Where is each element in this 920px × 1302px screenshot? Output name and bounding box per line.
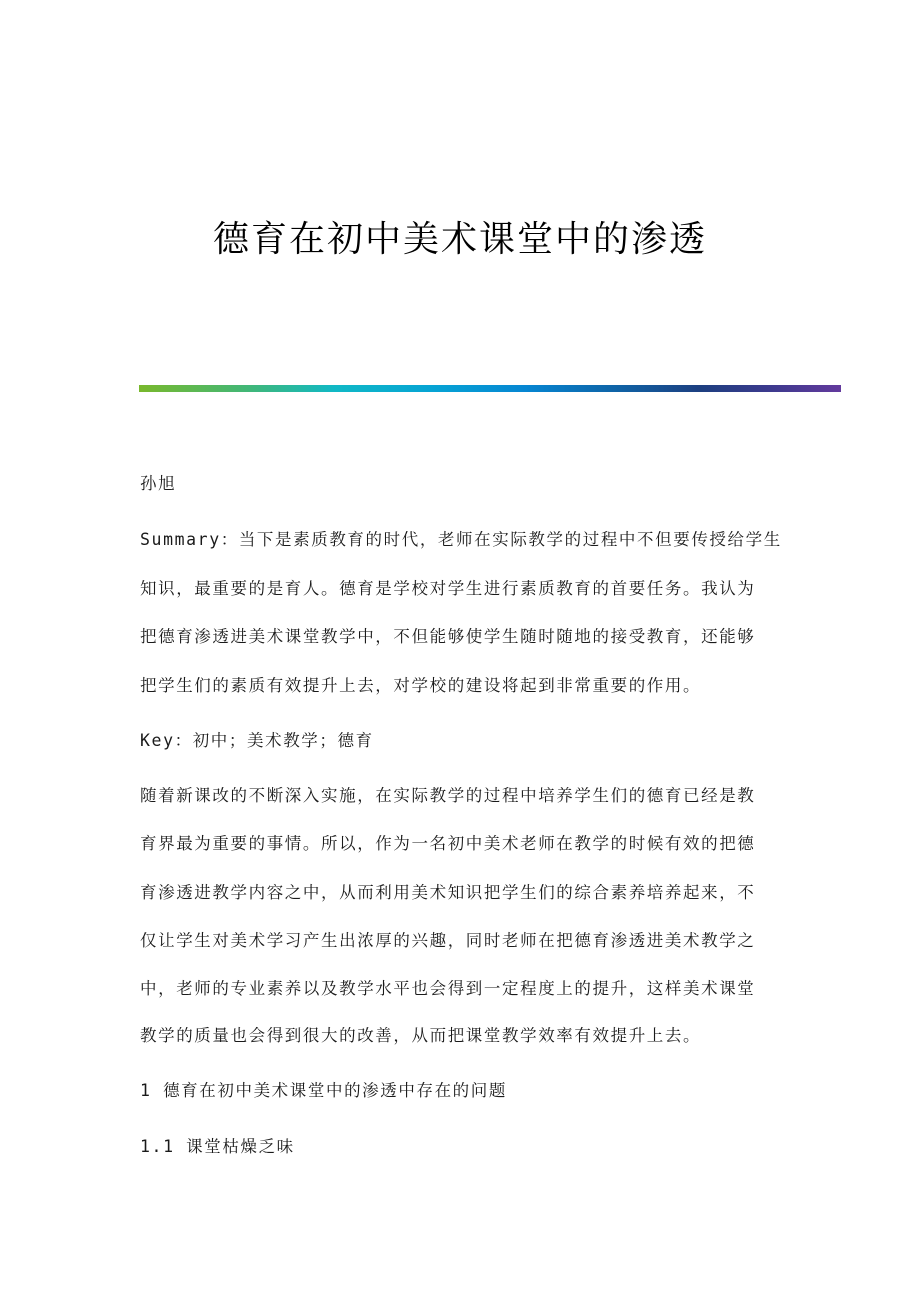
section-heading: 1 德育在初中美术课堂中的渗透中存在的问题 (140, 1081, 507, 1100)
summary-line: 知识，最重要的是育人。德育是学校对学生进行素质教育的首要任务。我认为 (140, 579, 756, 598)
body-line: 育渗透进教学内容之中，从而利用美术知识把学生们的综合素养培养起来，不 (140, 883, 756, 902)
body-line: 中，老师的专业素养以及教学水平也会得到一定程度上的提升，这样美术课堂 (140, 979, 756, 998)
summary-line: Summary：当下是素质教育的时代，老师在实际教学的过程中不但要传授给学生 (140, 530, 782, 549)
subsection-heading: 1.1 课堂枯燥乏味 (140, 1137, 295, 1156)
summary-line: 把德育渗透进美术课堂教学中，不但能够使学生随时随地的接受教育，还能够 (140, 627, 756, 646)
document-title: 德育在初中美术课堂中的渗透 (212, 219, 707, 260)
body-line: 育界最为重要的事情。所以，作为一名初中美术老师在教学的时候有效的把德 (140, 834, 756, 853)
summary-line: 把学生们的素质有效提升上去，对学校的建设将起到非常重要的作用。 (140, 676, 702, 695)
body-line: 仅让学生对美术学习产生出浓厚的兴趣，同时老师在把德育渗透进美术教学之 (140, 931, 756, 950)
author-name: 孙旭 (140, 474, 177, 493)
gradient-divider (139, 385, 841, 392)
body-line: 教学的质量也会得到很大的改善，从而把课堂教学效率有效提升上去。 (140, 1026, 702, 1045)
keywords-line: Key：初中；美术教学；德育 (140, 731, 374, 750)
body-line: 随着新课改的不断深入实施，在实际教学的过程中培养学生们的德育已经是教 (140, 786, 756, 805)
